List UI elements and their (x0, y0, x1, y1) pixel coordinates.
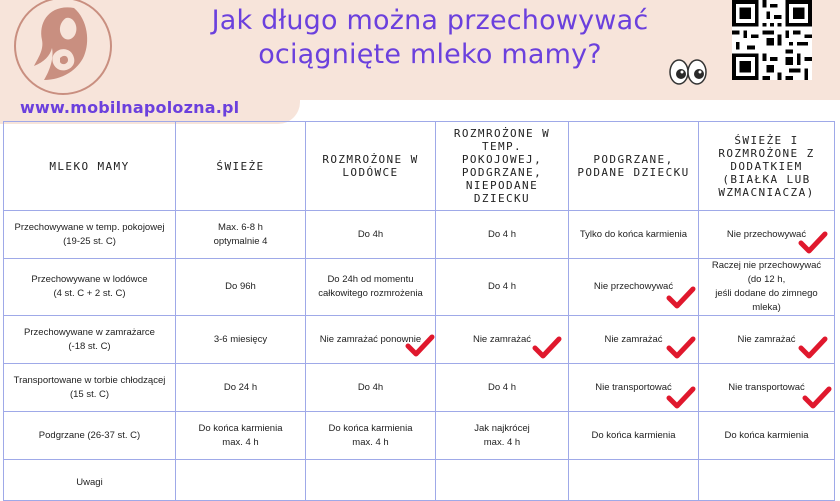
table-cell (569, 364, 699, 412)
column-header: PODGRZANE, PODANE DZIECKU (569, 122, 699, 211)
table-cell (569, 460, 699, 501)
cell-text: Do końca karmienia (591, 429, 676, 441)
table-cell (436, 211, 569, 259)
check-icon (532, 335, 562, 359)
cell-text: Do 24 h (223, 381, 258, 393)
table-cell (436, 460, 569, 501)
table-cell (176, 211, 306, 259)
row-label: Przechowywane w lodówce (4 st. C + 2 st. C) (4, 259, 176, 316)
table-cell (699, 316, 835, 364)
table-cell (436, 316, 569, 364)
cell-text: Do 4h (357, 381, 384, 393)
check-icon (798, 230, 828, 254)
column-header: ŚWIEŻE I ROZMROŻONE Z DODATKIEM (BIAŁKA LUB WZMACNIACZA) (699, 122, 835, 211)
cell-text: Nie przechowywać (593, 281, 674, 292)
table-cell (306, 316, 436, 364)
table-cell (306, 412, 436, 460)
check-icon (405, 333, 435, 357)
cell-text: Nie zamrażać ponownie (319, 333, 422, 345)
title-line-1: Jak długo można przechowywać (211, 5, 649, 36)
header (0, 0, 840, 125)
title-line-2: ociągnięte mleko mamy? (258, 39, 602, 70)
table-row (4, 259, 835, 316)
table-cell (569, 259, 699, 316)
cell-text: Do końca karmienia (724, 429, 809, 441)
check-icon (798, 335, 828, 359)
cell-text: Nie transportować (595, 381, 672, 393)
table-cell (306, 460, 436, 501)
eyes-emoji-icon (668, 58, 708, 86)
check-icon (666, 335, 696, 359)
table-cell (306, 259, 436, 316)
storage-table (3, 121, 835, 501)
table-row (4, 316, 835, 364)
cell-text: Tylko do końca karmienia (579, 228, 688, 240)
table-cell (569, 412, 699, 460)
check-icon (666, 385, 696, 409)
row-label: Przechowywane w temp. pokojowej (19-25 st. C) (4, 211, 176, 259)
website-url[interactable]: www.mobilnapolozna.pl (20, 98, 240, 117)
row-label: Podgrzane (26-37 st. C) (4, 412, 176, 460)
cell-text: Nie zamrażać (737, 333, 796, 345)
cell-text: Do końca karmienia max. 4 h (328, 422, 413, 448)
cell-text: Do 24h od momentu całkowitego rozmrożenia (318, 274, 423, 299)
page-title (130, 4, 730, 72)
table-cell (699, 259, 835, 316)
cell-text: Nie zamrażać (472, 333, 532, 345)
cell-text: Do 4 h (488, 381, 516, 393)
cell-text: Do 96h (225, 281, 256, 292)
notes-label: Uwagi (76, 477, 103, 488)
check-icon (802, 385, 832, 409)
table-cell (699, 211, 835, 259)
check-icon (666, 285, 696, 309)
table-cell (176, 364, 306, 412)
table-cell (699, 364, 835, 412)
cell-text: Nie transportować (728, 381, 805, 393)
qr-code-icon (730, 0, 814, 80)
row-label: Transportowane w torbie chłodzącej (15 st. C) (4, 364, 176, 412)
cell-text: Do 4 h (488, 281, 516, 292)
cell-text: Do końca karmienia max. 4 h (198, 422, 283, 448)
cell-text: 3-6 miesięcy (213, 333, 268, 345)
table-cell (306, 364, 436, 412)
row-label (4, 460, 176, 501)
table-cell (176, 460, 306, 501)
table-row (4, 460, 835, 501)
column-header: ŚWIEŻE (176, 122, 306, 211)
table-cell (306, 211, 436, 259)
cell-text: Nie przechowywać (726, 228, 807, 240)
table-header-row (4, 122, 835, 211)
cell-text: Jak najkrócej max. 4 h (474, 422, 530, 448)
cell-text: Do 4h (357, 228, 384, 240)
table-cell (436, 259, 569, 316)
mother-baby-logo-icon (4, 0, 122, 100)
table-row (4, 412, 835, 460)
table-cell (436, 412, 569, 460)
cell-text: Max. 6-8 h optymalnie 4 (213, 221, 268, 247)
table-cell (699, 412, 835, 460)
row-label: Przechowywane w zamrażarce (-18 st. C) (4, 316, 176, 364)
cell-text: Do 4 h (488, 228, 516, 240)
cell-text: Raczej nie przechowywać (do 12 h, jeśli dodane do zimnego mleka) (711, 260, 822, 313)
table-cell (569, 316, 699, 364)
table-row (4, 211, 835, 259)
table-cell (176, 316, 306, 364)
table-row (4, 364, 835, 412)
column-header: MLEKO MAMY (4, 122, 176, 211)
table-cell (176, 412, 306, 460)
table-cell (436, 364, 569, 412)
table-cell (699, 460, 835, 501)
column-header: ROZMROŻONE W LODÓWCE (306, 122, 436, 211)
cell-text: Nie zamrażać (604, 333, 663, 345)
column-header: ROZMROŻONE W TEMP. POKOJOWEJ, PODGRZANE, NIEPODANE DZIECKU (436, 122, 569, 211)
table-cell (569, 211, 699, 259)
table-cell (176, 259, 306, 316)
